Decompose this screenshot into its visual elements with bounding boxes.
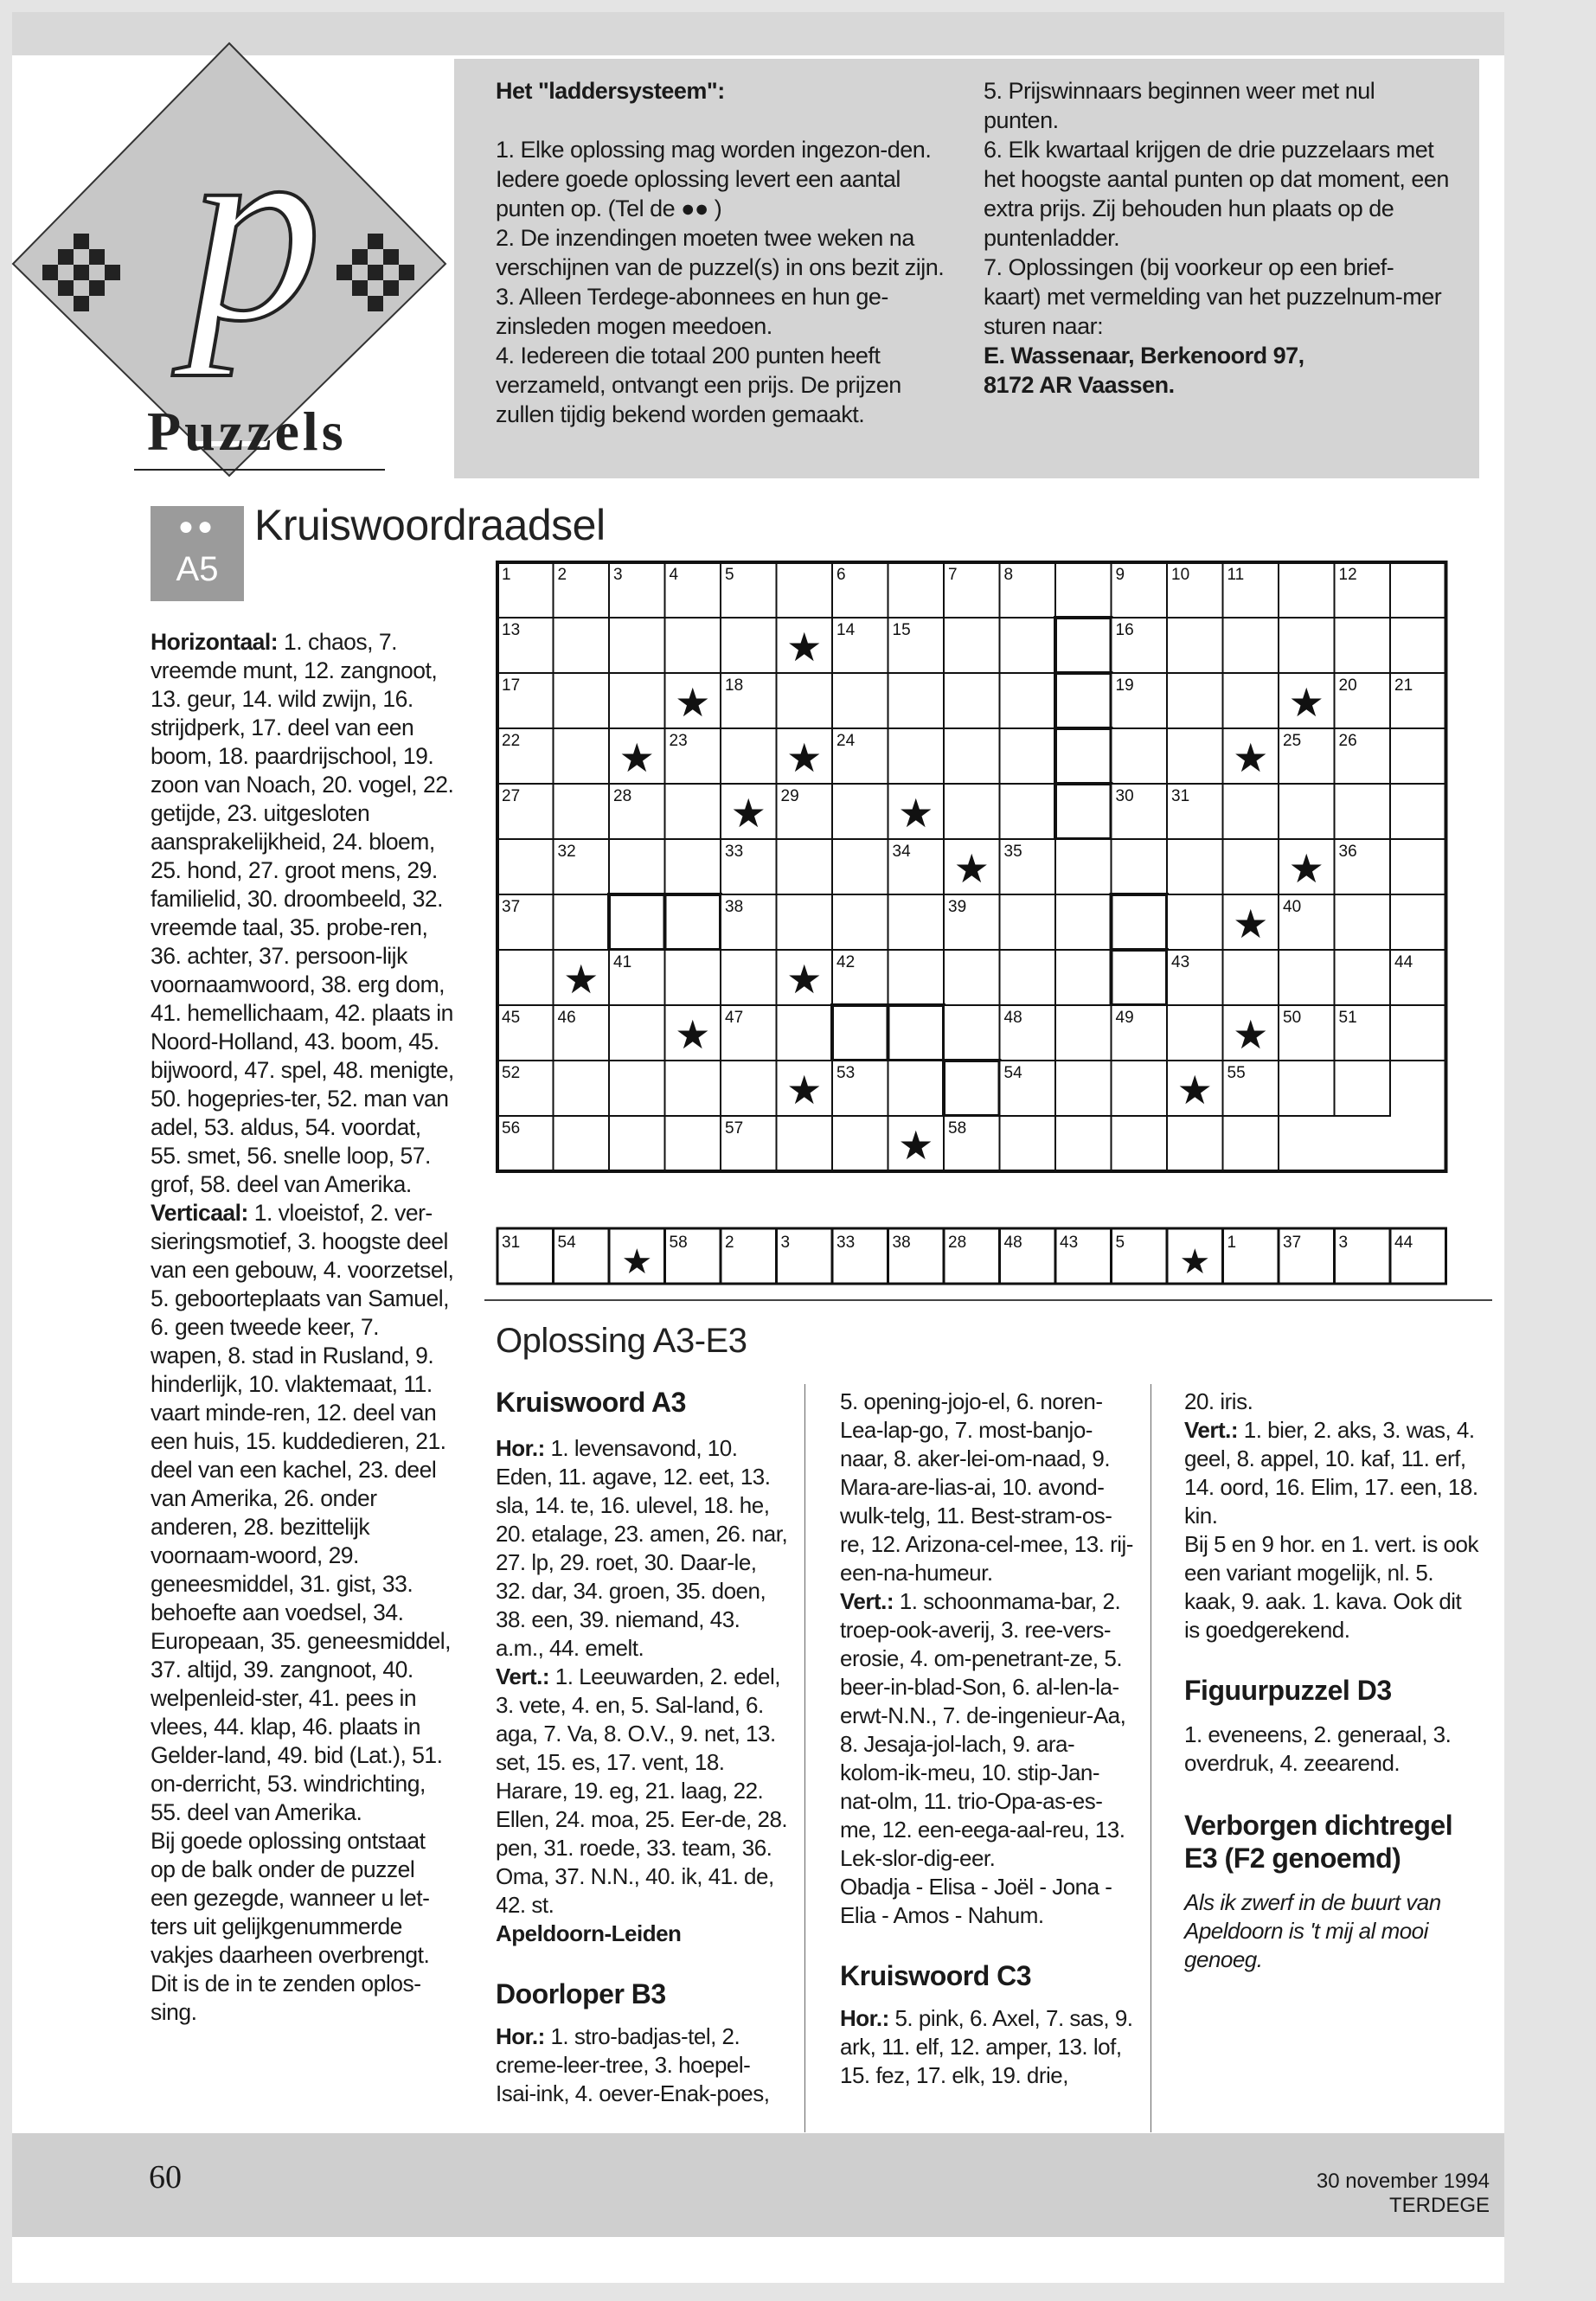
cell-number: 43 xyxy=(1171,953,1190,971)
cell-number: 46 xyxy=(557,1009,576,1027)
bar-number: 33 xyxy=(836,1234,856,1252)
cell-number: 3 xyxy=(613,566,623,584)
cell-number: 2 xyxy=(557,566,567,584)
grid-cell[interactable] xyxy=(1112,1116,1168,1171)
grid-cell[interactable] xyxy=(1112,728,1168,784)
grid-cell[interactable] xyxy=(944,618,1000,673)
grid-cell[interactable] xyxy=(1167,1116,1223,1171)
cell-number: 36 xyxy=(1338,843,1357,861)
cell-number: 11 xyxy=(1227,566,1245,584)
b3-names: Obadja - Elisa - Joël - Jona - Elia - Amos - Nahum. xyxy=(840,1874,1112,1928)
grid-cell[interactable] xyxy=(609,1005,665,1061)
cell-number: 47 xyxy=(725,1009,744,1027)
grid-cell[interactable] xyxy=(1335,618,1391,673)
grid-cell[interactable] xyxy=(1167,618,1223,673)
rules-left xyxy=(496,76,945,429)
a3-vert-label: Vert.: xyxy=(496,1663,550,1689)
grid-cell[interactable] xyxy=(777,1005,833,1061)
bar-number: 58 xyxy=(669,1234,688,1252)
a3-hor: 1. levensavond, 10. Eden, 11. agave, 12. eet, 13. sla, 14. te, 16. ulevel, 18. he, 20. etalage, 23. amen, 26. nar, 27. lp, 29. roet, 30. Daar-le, 32. dar, 34. groen, 35. doen, 38. een, 39. niemand, 43. a.m., 44. emelt. xyxy=(496,1435,788,1661)
star-icon: ★ xyxy=(953,845,990,891)
grid-cell[interactable] xyxy=(497,839,554,894)
grid-cell[interactable] xyxy=(1390,618,1446,673)
star-icon: ★ xyxy=(1233,901,1269,946)
bar-number: 37 xyxy=(1283,1234,1302,1252)
a3-hor-label: Hor.: xyxy=(496,1435,545,1461)
grid-cell[interactable] xyxy=(1335,894,1391,950)
blocked-cell xyxy=(944,1061,1000,1116)
c3-vert: 1. bier, 2. aks, 3. was, 4. geel, 8. appel, 10. kaf, 11. erf, 14. oord, 16. Elim, 17. een, 18. kin. xyxy=(1184,1417,1478,1529)
grid-cell[interactable] xyxy=(497,950,554,1005)
cell-number: 5 xyxy=(725,566,734,584)
star-icon: ★ xyxy=(675,1011,711,1057)
figuurpuzzel-d3-title: Figuurpuzzel D3 xyxy=(1184,1675,1392,1706)
grid-cell[interactable] xyxy=(832,894,888,950)
grid-cell[interactable] xyxy=(944,728,1000,784)
cell-number: 57 xyxy=(725,1119,744,1138)
b3-vert-label: Vert.: xyxy=(840,1588,894,1614)
b3-hor: 1. stro-badjas-tel, 2. creme-leer-tree, 3. hoepel-Isai-ink, 4. oever-Enak-poes, xyxy=(496,2023,770,2106)
grid-cell[interactable] xyxy=(1055,839,1112,894)
grid-cell[interactable] xyxy=(554,1061,610,1116)
grid-cell[interactable] xyxy=(1279,562,1335,618)
cell-number: 24 xyxy=(836,732,856,750)
grid-cell[interactable] xyxy=(888,1061,945,1116)
grid-cell[interactable] xyxy=(665,784,721,839)
grid-cell[interactable] xyxy=(609,618,665,673)
cell-number: 39 xyxy=(948,898,967,916)
grid-cell[interactable] xyxy=(1000,618,1056,673)
grid-cell[interactable] xyxy=(1112,1061,1168,1116)
kruiswoord-a3-title: Kruiswoord A3 xyxy=(496,1387,686,1418)
cell-number: 45 xyxy=(502,1009,521,1027)
grid-cell[interactable] xyxy=(1000,784,1056,839)
solutions-col-1 xyxy=(496,1386,790,2108)
grid-cell[interactable] xyxy=(721,728,777,784)
blocked-cell xyxy=(888,1005,945,1061)
grid-cell[interactable] xyxy=(1000,950,1056,1005)
grid-cell[interactable] xyxy=(721,1061,777,1116)
cell-number: 52 xyxy=(502,1064,521,1082)
grid-cell[interactable] xyxy=(1335,950,1391,1005)
cell-number: 50 xyxy=(1283,1009,1302,1027)
cell-number: 7 xyxy=(948,566,958,584)
divider xyxy=(484,1299,1492,1301)
cell-number: 9 xyxy=(1115,566,1125,584)
grid-cell[interactable] xyxy=(888,728,945,784)
horizontal-clues: 1. chaos, 7. vreemde munt, 12. zangnoot, 13. geur, 14. wild zwijn, 16. strijdperk, 17. deel van een boom, 18. paardrijschool, 19. zoon van Noach, 20. vogel, 22. getijde, 23. uitgesloten aansprakelijkheid, 24. bloem, 25. hond, 27. groot mens, 29. familielid, 30. droombeeld, 32. vreemde taal, 35. probe-ren, 36. achter, 37. persoon-lijk voornaamwoord, 38. erg dom, 41. hemellichaam, 42. plaats in Noord-Holland, 43. boom, 45. bijwoord, 47. spel, 48. menigte, 50. hogepries-ter, 52. man van adel, 53. aldus, 54. voordat, 55. smet, 56. snelle loop, 57. grof, 58. deel van Amerika. xyxy=(151,629,454,1197)
blocked-cell xyxy=(609,894,665,950)
cell-number: 4 xyxy=(669,566,679,584)
star-icon: ★ xyxy=(730,790,766,836)
rule-4: 4. Iedereen die totaal 200 punten heeft verzameld, ontvangt een prijs. De prijzen zullen tijdig bekend worden gemaakt. xyxy=(496,343,901,427)
cell-number: 49 xyxy=(1115,1009,1134,1027)
logo-letter: p xyxy=(188,80,323,377)
cell-number: 30 xyxy=(1115,787,1134,805)
cell-number: 28 xyxy=(613,787,632,805)
grid-cell[interactable] xyxy=(665,950,721,1005)
cell-number: 19 xyxy=(1115,676,1134,695)
star-icon: ★ xyxy=(1233,1011,1269,1057)
grid-cell[interactable] xyxy=(1223,839,1279,894)
c3-hor-end: 20. iris. xyxy=(1184,1388,1253,1414)
issue-label: 30 november 1994 TERDEGE xyxy=(1316,2170,1490,2217)
grid-cell[interactable] xyxy=(665,1116,721,1171)
grid-cell[interactable] xyxy=(665,618,721,673)
grid-cell[interactable] xyxy=(1167,673,1223,728)
grid-cell[interactable] xyxy=(944,1005,1000,1061)
grid-cell[interactable] xyxy=(832,673,888,728)
cell-number: 27 xyxy=(502,787,521,805)
grid-cell[interactable] xyxy=(1055,1005,1112,1061)
grid-cell[interactable] xyxy=(554,784,610,839)
e3-text: Als ik zwerf in de buurt van Apeldoorn is 't mij al mooi genoeg. xyxy=(1184,1889,1441,1972)
grid-cell[interactable] xyxy=(944,784,1000,839)
cell-number: 14 xyxy=(836,621,856,639)
star-icon: ★ xyxy=(619,734,655,780)
grid-cell[interactable] xyxy=(1279,950,1335,1005)
blocked-cell xyxy=(1055,673,1112,728)
grid-cell[interactable] xyxy=(1335,1061,1391,1116)
kruiswoord-c3-title: Kruiswoord C3 xyxy=(840,1960,1032,1991)
grid-cell[interactable] xyxy=(777,1116,833,1171)
grid-cell[interactable] xyxy=(888,894,945,950)
grid-cell[interactable] xyxy=(944,950,1000,1005)
grid-cell[interactable] xyxy=(1055,1061,1112,1116)
star-icon: ★ xyxy=(1233,734,1269,780)
grid-cell[interactable] xyxy=(1055,950,1112,1005)
bar-number: 28 xyxy=(948,1234,967,1252)
rule-5: 5. Prijswinnaars beginnen weer met nul punten. xyxy=(984,78,1375,133)
cell-number: 23 xyxy=(669,732,688,750)
rule-2: 2. De inzendingen moeten twee weken na verschijnen van de puzzel(s) in ons bezit zijn. xyxy=(496,225,945,280)
c3-vert-label: Vert.: xyxy=(1184,1417,1239,1443)
grid-cell[interactable] xyxy=(554,673,610,728)
grid-cell[interactable] xyxy=(1279,1061,1335,1116)
grid-cell[interactable] xyxy=(554,1116,610,1171)
grid-cell[interactable] xyxy=(554,618,610,673)
grid-cell[interactable] xyxy=(1055,562,1112,618)
grid-cell[interactable] xyxy=(1390,839,1446,894)
c3-note: Bij 5 en 9 hor. en 1. vert. is ook een variant mogelijk, nl. 5. kaak, 9. aak. 1. kava. Ook dit is goedgerekend. xyxy=(1184,1531,1478,1643)
puzzle-title: Kruiswoordraadsel xyxy=(254,501,606,549)
grid-cell[interactable] xyxy=(777,894,833,950)
grid-cell[interactable] xyxy=(1167,894,1223,950)
cell-number: 17 xyxy=(502,676,521,695)
d3-text: 1. eveneens, 2. generaal, 3. overdruk, 4. zeearend. xyxy=(1184,1721,1452,1776)
doorloper-b3-title: Doorloper B3 xyxy=(496,1978,666,2009)
cell-number: 12 xyxy=(1338,566,1357,584)
rules-right xyxy=(984,76,1451,400)
blocked-cell xyxy=(1112,950,1168,1005)
puzzle-badge xyxy=(151,506,244,601)
cell-number: 22 xyxy=(502,732,521,750)
grid-cell[interactable] xyxy=(1279,784,1335,839)
star-icon: ★ xyxy=(621,1243,653,1281)
bar-number: 3 xyxy=(1338,1234,1349,1252)
blocked-cell xyxy=(1055,784,1112,839)
grid-cell[interactable] xyxy=(721,618,777,673)
vertical-label: Verticaal: xyxy=(151,1200,248,1226)
bar-number: 38 xyxy=(892,1234,911,1252)
cell-number: 20 xyxy=(1338,676,1357,695)
clues-column xyxy=(151,628,455,2027)
cell-number: 16 xyxy=(1115,621,1134,639)
grid-cell[interactable] xyxy=(1055,1116,1112,1171)
grid-cell[interactable] xyxy=(609,673,665,728)
bar-number: 43 xyxy=(1060,1234,1079,1252)
cell-number: 33 xyxy=(725,843,744,861)
b3-continued: 5. opening-jojo-el, 6. noren-Lea-lap-go, 7. most-banjo-naar, 8. aker-lei-om-naad, 9. Mara-are-lias-ai, 10. avond-wulk-telg, 11. Best-stram-os-re, 12. Arizona-cel-mee, 13. rij-een-na-humeur. xyxy=(840,1388,1133,1586)
grid-cell[interactable] xyxy=(832,784,888,839)
bar-number: 2 xyxy=(725,1234,734,1252)
cell-number: 8 xyxy=(1003,566,1014,584)
cell-number: 25 xyxy=(1283,732,1302,750)
cell-number: 31 xyxy=(1171,787,1190,805)
cell-number: 15 xyxy=(892,621,911,639)
grid-cell[interactable] xyxy=(1223,950,1279,1005)
cell-number: 18 xyxy=(725,676,744,695)
column-rule-1 xyxy=(804,1384,805,2132)
address-line-1: E. Wassenaar, Berkenoord 97, xyxy=(984,343,1304,369)
grid-cell[interactable] xyxy=(609,1116,665,1171)
grid-cell[interactable] xyxy=(1390,1005,1446,1061)
grid-cell[interactable] xyxy=(1279,618,1335,673)
grid-cell[interactable] xyxy=(832,839,888,894)
cell-number: 42 xyxy=(836,953,856,971)
solutions-col-3 xyxy=(1184,1388,1478,1974)
cell-number: 51 xyxy=(1338,1009,1357,1027)
a3-vert: 1. Leeuwarden, 2. edel, 3. vete, 4. en, 5. Sal-land, 6. aga, 7. Va, 8. O.V., 9. net, 13. set, 15. es, 17. vent, 18. Harare, 19. eg, 21. laag, 22. Ellen, 24. moa, 25. Eer-de, 28. pen, 31. roede, 33. team, 36. Oma, 37. N.N., 40. ik, 41. de, 42. st. xyxy=(496,1663,788,1918)
grid-cell[interactable] xyxy=(1000,894,1056,950)
cell-number: 40 xyxy=(1283,898,1302,916)
rule-1: 1. Elke oplossing mag worden ingezon-den. Iedere goede oplossing levert een aantal punten op. (Tel de ●● ) xyxy=(496,137,932,221)
bar-number: 3 xyxy=(780,1234,791,1252)
bar-number: 48 xyxy=(1003,1234,1022,1252)
grid-cell[interactable] xyxy=(665,1061,721,1116)
cell-number: 48 xyxy=(1003,1009,1022,1027)
grid-cell[interactable] xyxy=(888,950,945,1005)
grid-cell[interactable] xyxy=(609,839,665,894)
grid-cell[interactable] xyxy=(1167,728,1223,784)
c3-hor: 5. pink, 6. Axel, 7. sas, 9. ark, 11. elf, 12. amper, 13. lof, 15. fez, 17. elk, 19. drie, xyxy=(840,2005,1133,2088)
address-line-2: 8172 AR Vaassen. xyxy=(984,372,1175,398)
rules-title: Het "laddersysteem": xyxy=(496,78,725,104)
cell-number: 44 xyxy=(1394,953,1413,971)
cell-number: 32 xyxy=(557,843,576,861)
puzzle-note: Bij goede oplossing ontstaat op de balk onder de puzzel een gezegde, wanneer u let-ters uit gelijkgenummerde vakjes daarheen overbrengt. Dit is de in te zenden oplos-sing. xyxy=(151,1828,430,2025)
star-icon: ★ xyxy=(1179,1243,1211,1281)
grid-cell[interactable] xyxy=(1390,728,1446,784)
grid-cell[interactable] xyxy=(1335,784,1391,839)
dichtregel-e3-title-2: E3 (F2 genoemd) xyxy=(1184,1843,1401,1874)
star-icon: ★ xyxy=(1288,679,1324,725)
bar-number: 1 xyxy=(1227,1234,1237,1252)
grid-cell[interactable] xyxy=(777,562,833,618)
star-icon: ★ xyxy=(786,624,823,670)
grid-cell[interactable] xyxy=(1000,673,1056,728)
cell-number: 41 xyxy=(613,953,632,971)
grid-cell[interactable] xyxy=(554,728,610,784)
grid-cell[interactable] xyxy=(609,1061,665,1116)
star-icon: ★ xyxy=(898,1122,934,1168)
bar-number: 44 xyxy=(1394,1234,1413,1252)
cell-number: 10 xyxy=(1171,566,1190,584)
star-icon: ★ xyxy=(1176,1067,1213,1112)
grid-cell[interactable] xyxy=(1055,894,1112,950)
cell-number: 1 xyxy=(502,566,511,584)
horizontal-label: Horizontaal: xyxy=(151,629,279,655)
rule-3: 3. Alleen Terdege-abonnees en hun ge-zinsleden mogen meedoen. xyxy=(496,284,888,339)
grid-cell[interactable] xyxy=(1223,784,1279,839)
cell-number: 13 xyxy=(502,621,521,639)
star-icon: ★ xyxy=(1288,845,1324,891)
star-icon: ★ xyxy=(563,956,599,1002)
grid-cell[interactable] xyxy=(888,673,945,728)
cell-number: 58 xyxy=(948,1119,967,1138)
grid-cell[interactable] xyxy=(721,950,777,1005)
cell-number: 26 xyxy=(1338,732,1357,750)
solutions-title: Oplossing A3-E3 xyxy=(496,1322,747,1360)
crossword-grid[interactable] xyxy=(484,554,1462,1194)
star-icon: ★ xyxy=(786,734,823,780)
grid-cell[interactable] xyxy=(1223,618,1279,673)
cell-number: 55 xyxy=(1227,1064,1246,1082)
puzzle-code: A5 xyxy=(176,550,219,588)
star-icon: ★ xyxy=(786,1067,823,1112)
star-icon: ★ xyxy=(898,790,934,836)
grid-cell[interactable] xyxy=(665,839,721,894)
solution-bar[interactable] xyxy=(484,1211,1462,1289)
grid-cell[interactable] xyxy=(1000,728,1056,784)
grid-cell[interactable] xyxy=(777,839,833,894)
blocked-cell xyxy=(1112,894,1168,950)
cell-number: 56 xyxy=(502,1119,521,1138)
rule-7: 7. Oplossingen (bij voorkeur op een brief-kaart) met vermelding van het puzzelnum-mer sturen naar: xyxy=(984,254,1442,339)
solutions-col-2 xyxy=(840,1388,1134,2090)
star-icon: ★ xyxy=(675,679,711,725)
bar-number: 31 xyxy=(502,1234,521,1252)
grid-cell[interactable] xyxy=(944,673,1000,728)
cell-number: 54 xyxy=(1003,1064,1022,1082)
cell-number: 35 xyxy=(1003,843,1022,861)
grid-cell[interactable] xyxy=(554,894,610,950)
puzzle-dots: ●● xyxy=(177,512,217,541)
grid-cell[interactable] xyxy=(1223,1116,1279,1171)
blocked-cell xyxy=(1055,618,1112,673)
rule-6: 6. Elk kwartaal krijgen de drie puzzelaars met het hoogste aantal punten op dat moment, een extra prijs. Zij behouden hun plaats op de puntenladder. xyxy=(984,137,1449,251)
dichtregel-e3-title-1: Verborgen dichtregel xyxy=(1184,1810,1453,1841)
grid-cell[interactable] xyxy=(1112,839,1168,894)
page-number: 60 xyxy=(149,2159,182,2195)
blocked-cell xyxy=(665,894,721,950)
grid-cell[interactable] xyxy=(1000,1116,1056,1171)
blocked-cell xyxy=(1055,728,1112,784)
b3-vert: 1. schoonmama-bar, 2. troep-ook-averij, 3. ree-vers-erosie, 4. om-penetrant-ze, 5. beer-in-blad-Son, 6. al-len-la-erwt-N.N., 7. de-ingenieur-Aa, 8. Jesaja-jol-lach, 9. ara-kolom-ik-meu, 10. stip-Jan-nat-olm, 11. trio-Opa-as-es-me, 12. een-eega-aal-reu, 13. Lek-slor-dig-eer. xyxy=(840,1588,1126,1871)
vertical-clues: 1. vloeistof, 2. ver-sieringsmotief, 3. hoogste deel van een gebouw, 4. voorzetsel, 5. geboorteplaats van Samuel, 6. geen tweede keer, 7. wapen, 8. stad in Rusland, 9. hinderlijk, 10. vlaktemaat, 11. vaart minde-ren, 12. deel van een huis, 15. kuddedieren, 21. deel van een kachel, 23. deel van Amerika, 26. onder anderen, 28. bezittelijk voornaam-woord, 29. geneesmiddel, 31. gist, 33. behoefte aan voedsel, 34. Europeaan, 35. geneesmiddel, 37. altijd, 39. zangnoot, 40. welpenleid-ster, 41. pees in vlees, 44. klap, 46. plaats in Gelder-land, 49. bid (Lat.), 51. on-derricht, 53. windrichting, 55. deel van Amerika. xyxy=(151,1200,454,1825)
cell-number: 21 xyxy=(1394,676,1413,695)
grid-cell[interactable] xyxy=(777,673,833,728)
cell-number: 53 xyxy=(836,1064,856,1082)
b3-hor-label: Hor.: xyxy=(496,2023,545,2049)
bar-number: 54 xyxy=(557,1234,576,1252)
cell-number: 29 xyxy=(780,787,799,805)
cell-number: 6 xyxy=(836,566,846,584)
cell-number: 38 xyxy=(725,898,744,916)
grid-cell[interactable] xyxy=(1167,839,1223,894)
star-icon: ★ xyxy=(786,956,823,1002)
cell-number: 34 xyxy=(892,843,911,861)
logo-word: Puzzels xyxy=(147,401,347,462)
c3-hor-label: Hor.: xyxy=(840,2005,889,2031)
blocked-cell xyxy=(832,1005,888,1061)
a3-result: Apeldoorn-Leiden xyxy=(496,1920,682,1946)
grid-cell[interactable] xyxy=(1223,673,1279,728)
grid-cell[interactable] xyxy=(1167,1005,1223,1061)
grid-cell[interactable] xyxy=(832,1116,888,1171)
cell-number: 37 xyxy=(502,898,521,916)
bar-number: 5 xyxy=(1115,1234,1125,1252)
